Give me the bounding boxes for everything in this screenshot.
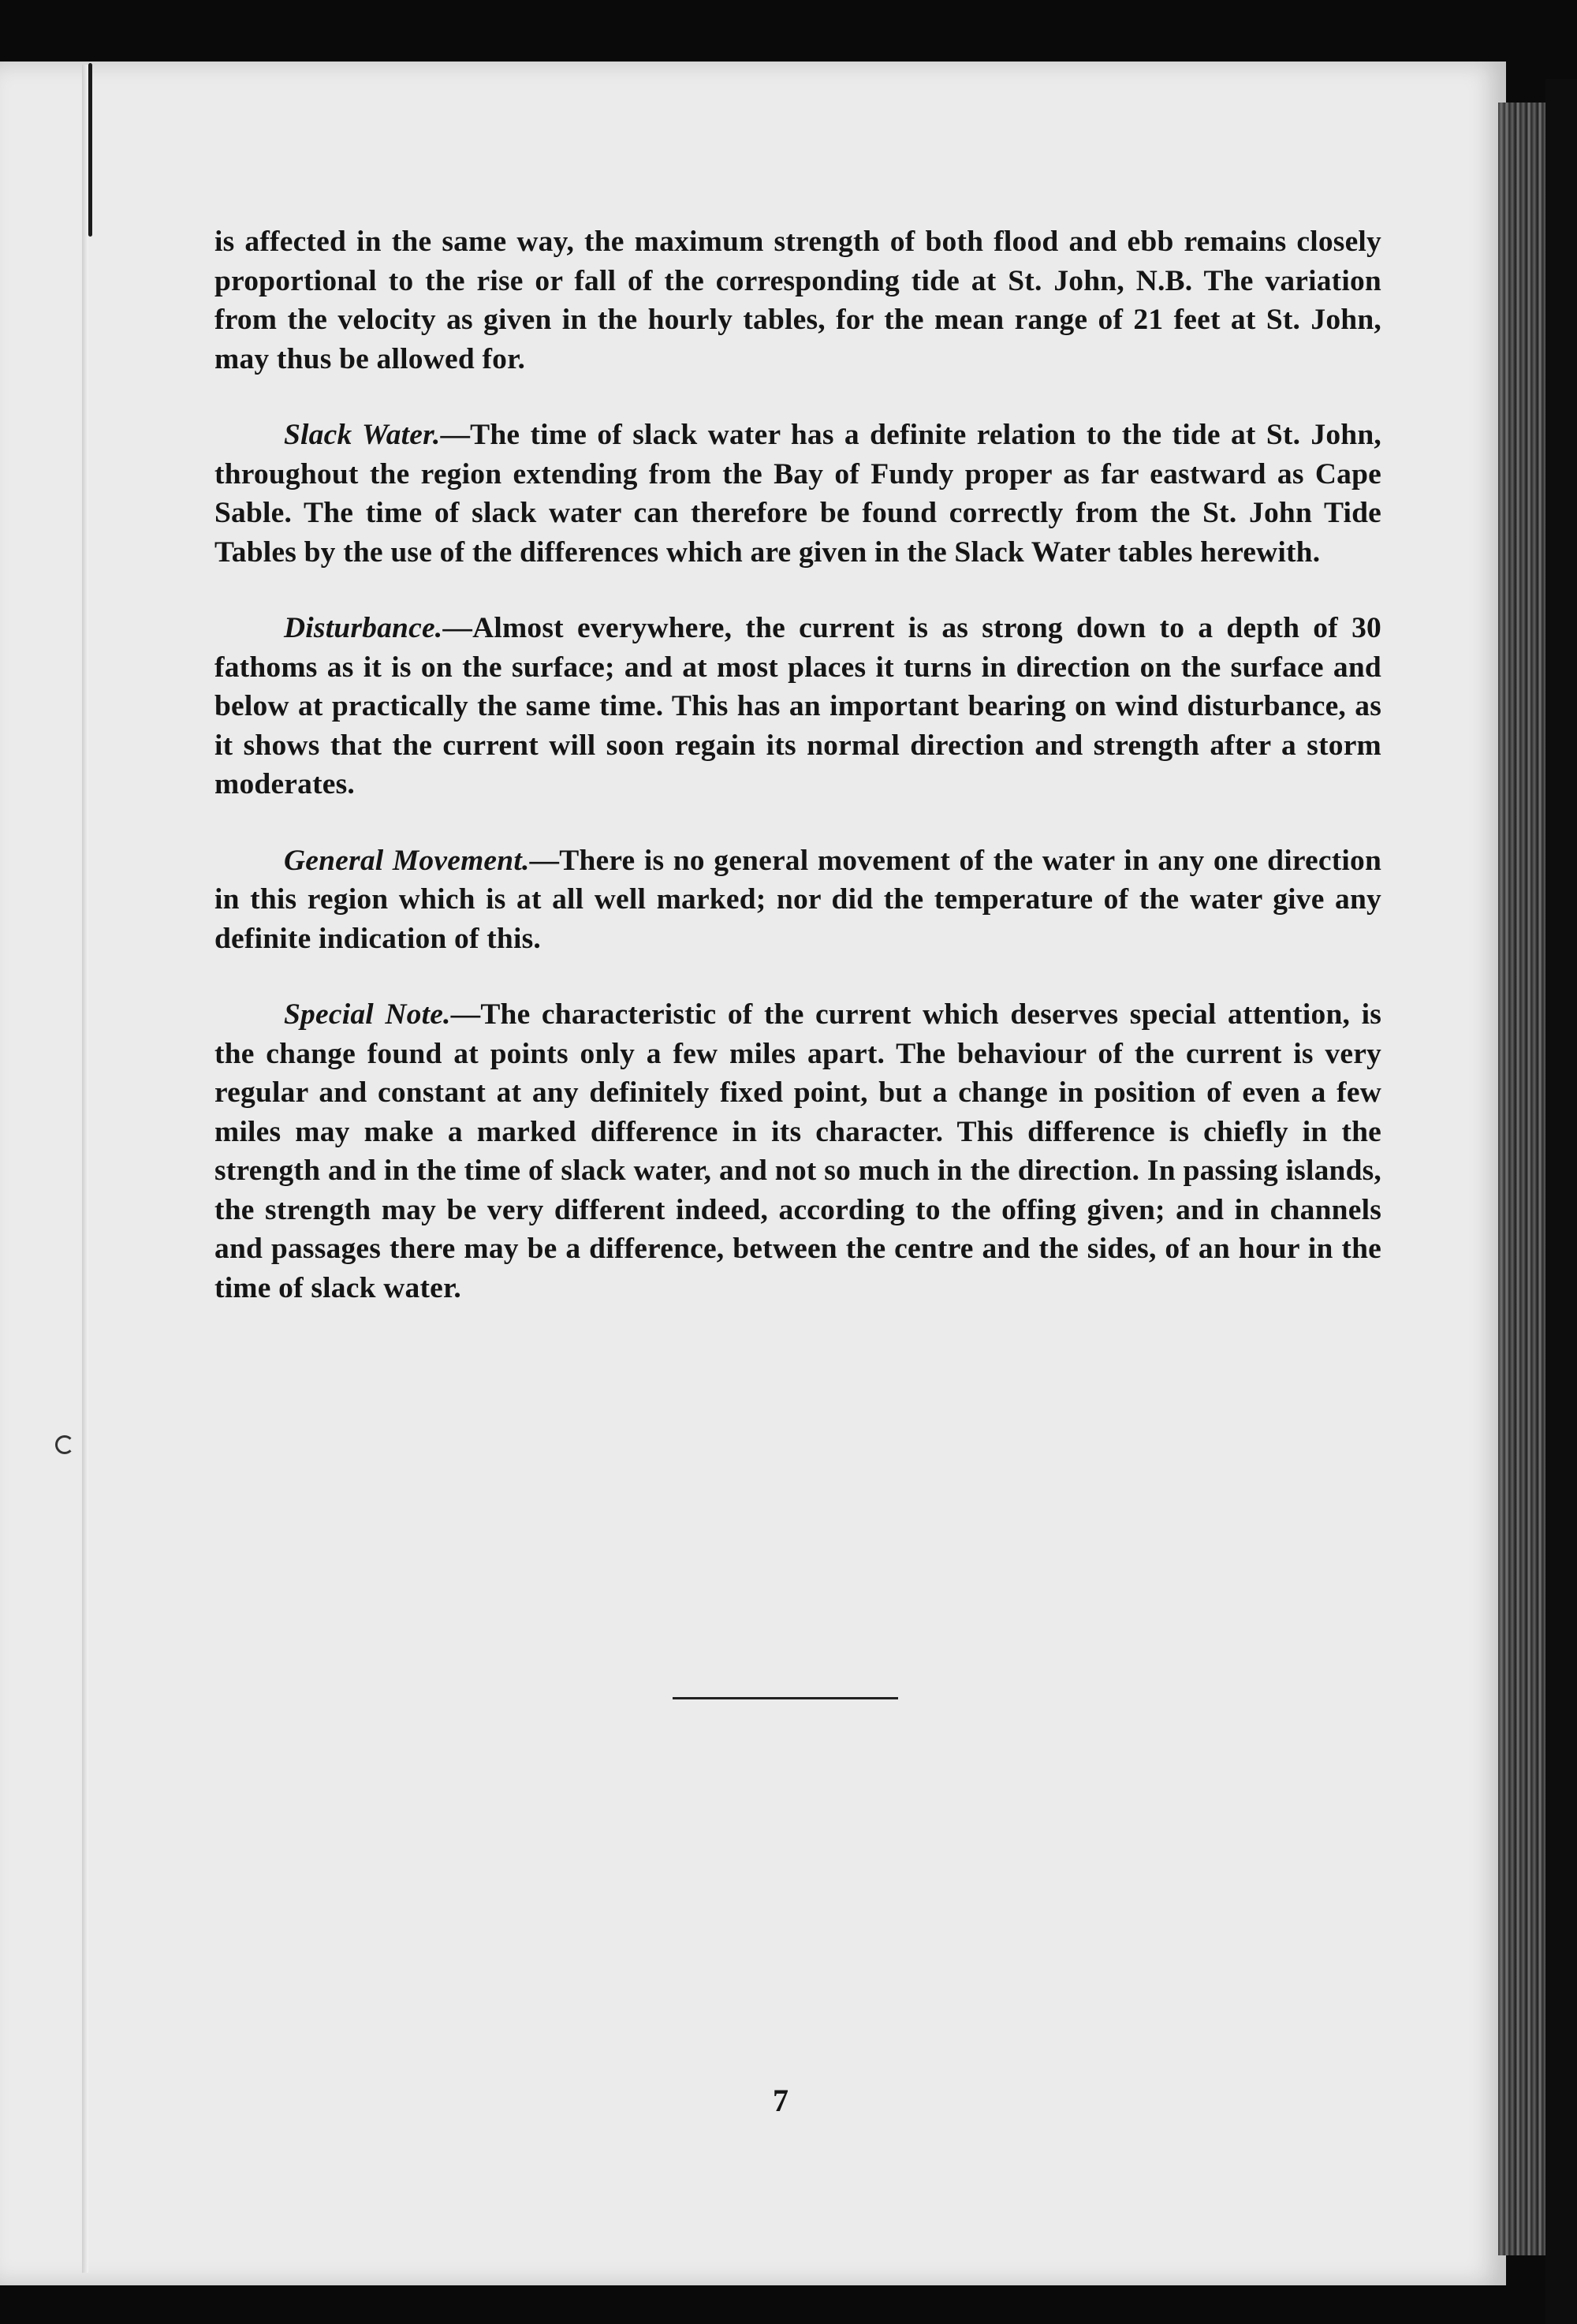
paragraph-text: —The time of slack water has a definite relation to the tide at St. John, throughout the region extending from the Bay of Fundy proper as far eastward as Cape Sable. The time of slack water can therefore be found correctly from the St. John Tide Tables by the use of the differences which are given in the Slack Water tables herewith. [214,419,1381,569]
paragraph-slack-water [214,416,1381,572]
book-spine-edge [1498,103,1552,2255]
paragraph-text: —There is no general movement of the water in any one direction in this region which is at all well marked; nor did the temperature of the water give any definite indication of this. [214,844,1382,955]
paragraph-heading: Slack Water. [284,419,441,451]
paragraph-general-movement [214,841,1381,959]
paragraph-disturbance [214,609,1381,804]
paragraph-text: is affected in the same way, the maximum strength of both flood and ebb remains closely proportional to the rise or fall of the corresponding tide at St. John, N.B. The variation from the velocity as given in the hourly tables, for the mean range of 21 feet at St. John, may thus be allowed for. [214,226,1381,375]
paragraph-continuation [214,222,1381,379]
paragraph-text: —The characteristic of the current which deserves special attention, is the change found at points only a few miles apart. The behaviour of the current is very regular and constant at any definitely fixed point, but a change in position of even a few miles may make a marked difference in its character. This difference is chiefly in the strength and in the time of slack water, and not so much in the direction. In passing islands, the strength may be very different indeed, according to the offing given; and in channels and passages there may be a difference, between the centre and the sides, of an hour in the time of slack water. [214,998,1381,1304]
margin-mark [55,1435,74,1454]
binding-mark [88,63,92,237]
body-text [214,222,1381,1345]
page-number: 7 [773,2083,788,2118]
paragraph-heading: General Movement. [284,844,530,877]
paragraph-heading: Disturbance. [284,612,443,644]
scan-border-right [1545,79,1577,2324]
page-fold-shadow [82,65,88,2273]
section-divider-rule [673,1697,898,1699]
paragraph-text: —Almost everywhere, the current is as strong down to a depth of 30 fathoms as it is on the surface; and at most places it turns in direction on the surface and below at practically the same time. This has an important bearing on wind disturbance, as it shows that the current will soon regain its normal direction and strength after a storm moderates. [214,612,1381,800]
paragraph-special-note [214,995,1381,1307]
paragraph-heading: Special Note. [284,998,451,1031]
